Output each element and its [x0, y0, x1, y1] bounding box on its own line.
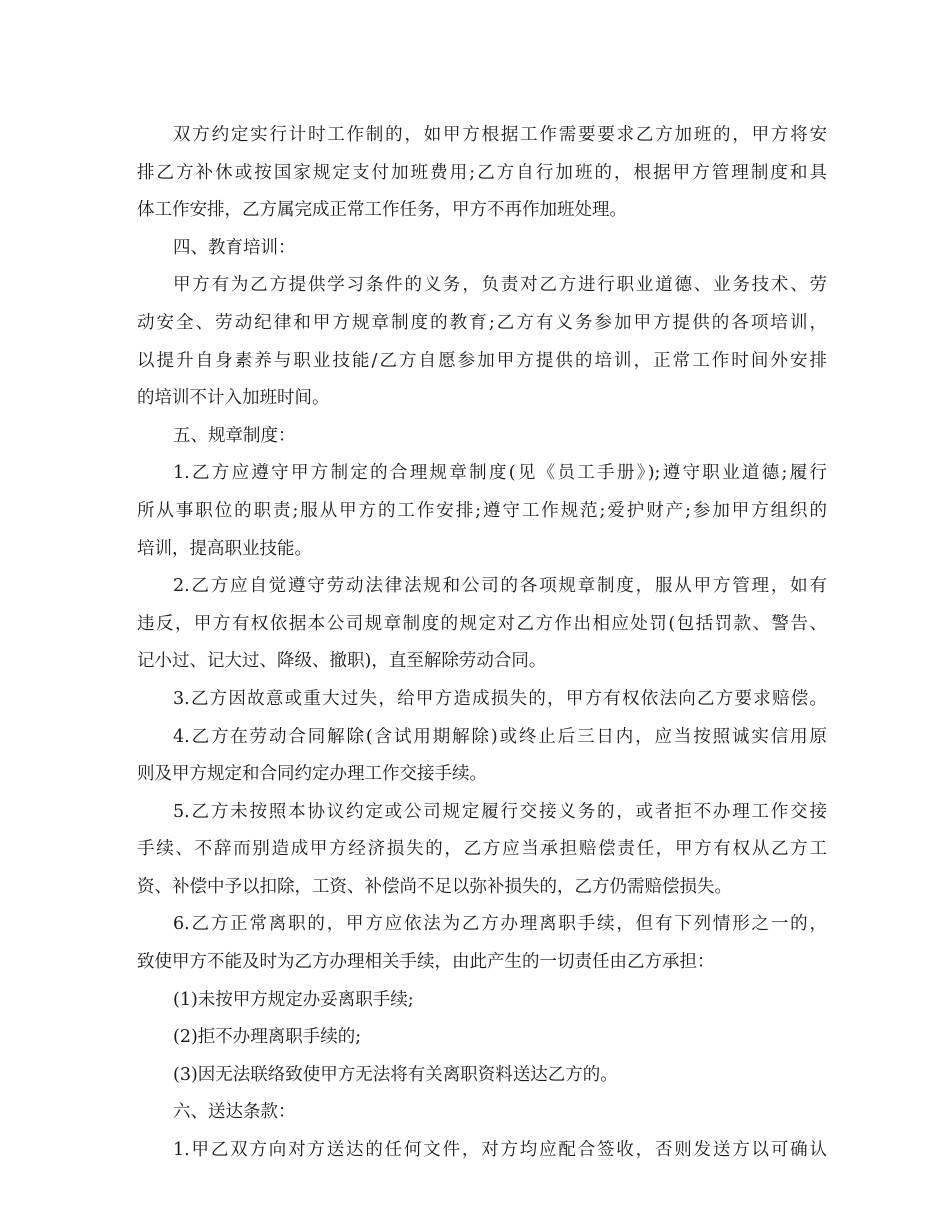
text-line: 6.乙方正常离职的，甲方应依法为乙方办理离职手续，但有下列情形之一的， [173, 914, 827, 935]
text-line: 六、送达条款： [173, 1102, 296, 1123]
text-line: 甲方有为乙方提供学习条件的义务，负责对乙方进行职业道德、业务技术、劳 [173, 275, 827, 296]
text-line: (2)拒不办理离职手续的; [173, 1027, 362, 1048]
text-line: 的培训不计入加班时间。 [137, 388, 330, 409]
text-line: 3.乙方因故意或重大过失，给甲方造成损失的，甲方有权依法向乙方要求赔偿。 [173, 688, 827, 709]
text-line: 致使甲方不能及时为乙方办理相关手续，由此产生的一切责任由乙方承担： [137, 952, 715, 973]
text-line: (3)因无法联络致使甲方无法将有关离职资料送达乙方的。 [173, 1064, 618, 1085]
text-line: 资、补偿中予以扣除，工资、补偿尚不足以弥补损失的，乙方仍需赔偿损失。 [137, 876, 732, 897]
text-line: 手续、不辞而别造成甲方经济损失的，乙方应当承担赔偿责任，甲方有权从乙方工 [137, 839, 827, 860]
text-line: 则及甲方规定和合同约定办理工作交接手续。 [137, 764, 487, 785]
document-body [137, 117, 827, 1170]
text-line: 体工作安排，乙方属完成正常工作任务，甲方不再作加班处理。 [137, 200, 627, 221]
text-line: 双方约定实行计时工作制的，如甲方根据工作需要要求乙方加班的，甲方将安 [173, 125, 827, 145]
text-line: 四、教育培训： [173, 237, 296, 258]
text-line: 培训，提高职业技能。 [137, 538, 312, 559]
text-line: 1.甲乙双方向对方送达的任何文件，对方均应配合签收，否则发送方以可确认 [173, 1140, 827, 1161]
text-line: 以提升自身素养与职业技能/乙方自愿参加甲方提供的培训，正常工作时间外安排 [137, 350, 827, 371]
text-line: 五、规章制度： [173, 425, 296, 446]
text-line: 5.乙方未按照本协议约定或公司规定履行交接义务的，或者拒不办理工作交接 [173, 801, 827, 822]
text-line: 违反，甲方有权依据本公司规章制度的规定对乙方作出相应处罚(包括罚款、警告、 [137, 613, 827, 634]
text-line: (1)未按甲方规定办妥离职手续; [173, 989, 414, 1010]
text-line: 排乙方补休或按国家规定支付加班费用;乙方自行加班的，根据甲方管理制度和具 [137, 162, 827, 183]
text-line: 1.乙方应遵守甲方制定的合理规章制度(见《员工手册》);遵守职业道德;履行 [173, 463, 827, 484]
text-line: 动安全、劳动纪律和甲方规章制度的教育;乙方有义务参加甲方提供的各项培训， [137, 312, 827, 333]
text-line: 记小过、记大过、降级、撤职)，直至解除劳动合同。 [137, 651, 547, 672]
text-line: 2.乙方应自觉遵守劳动法律法规和公司的各项规章制度，服从甲方管理，如有 [173, 576, 827, 597]
text-line: 所从事职位的职责;服从甲方的工作安排;遵守工作规范;爱护财产;参加甲方组织的 [137, 500, 827, 521]
text-line: 4.乙方在劳动合同解除(含试用期解除)或终止后三日内，应当按照诚实信用原 [173, 726, 827, 747]
